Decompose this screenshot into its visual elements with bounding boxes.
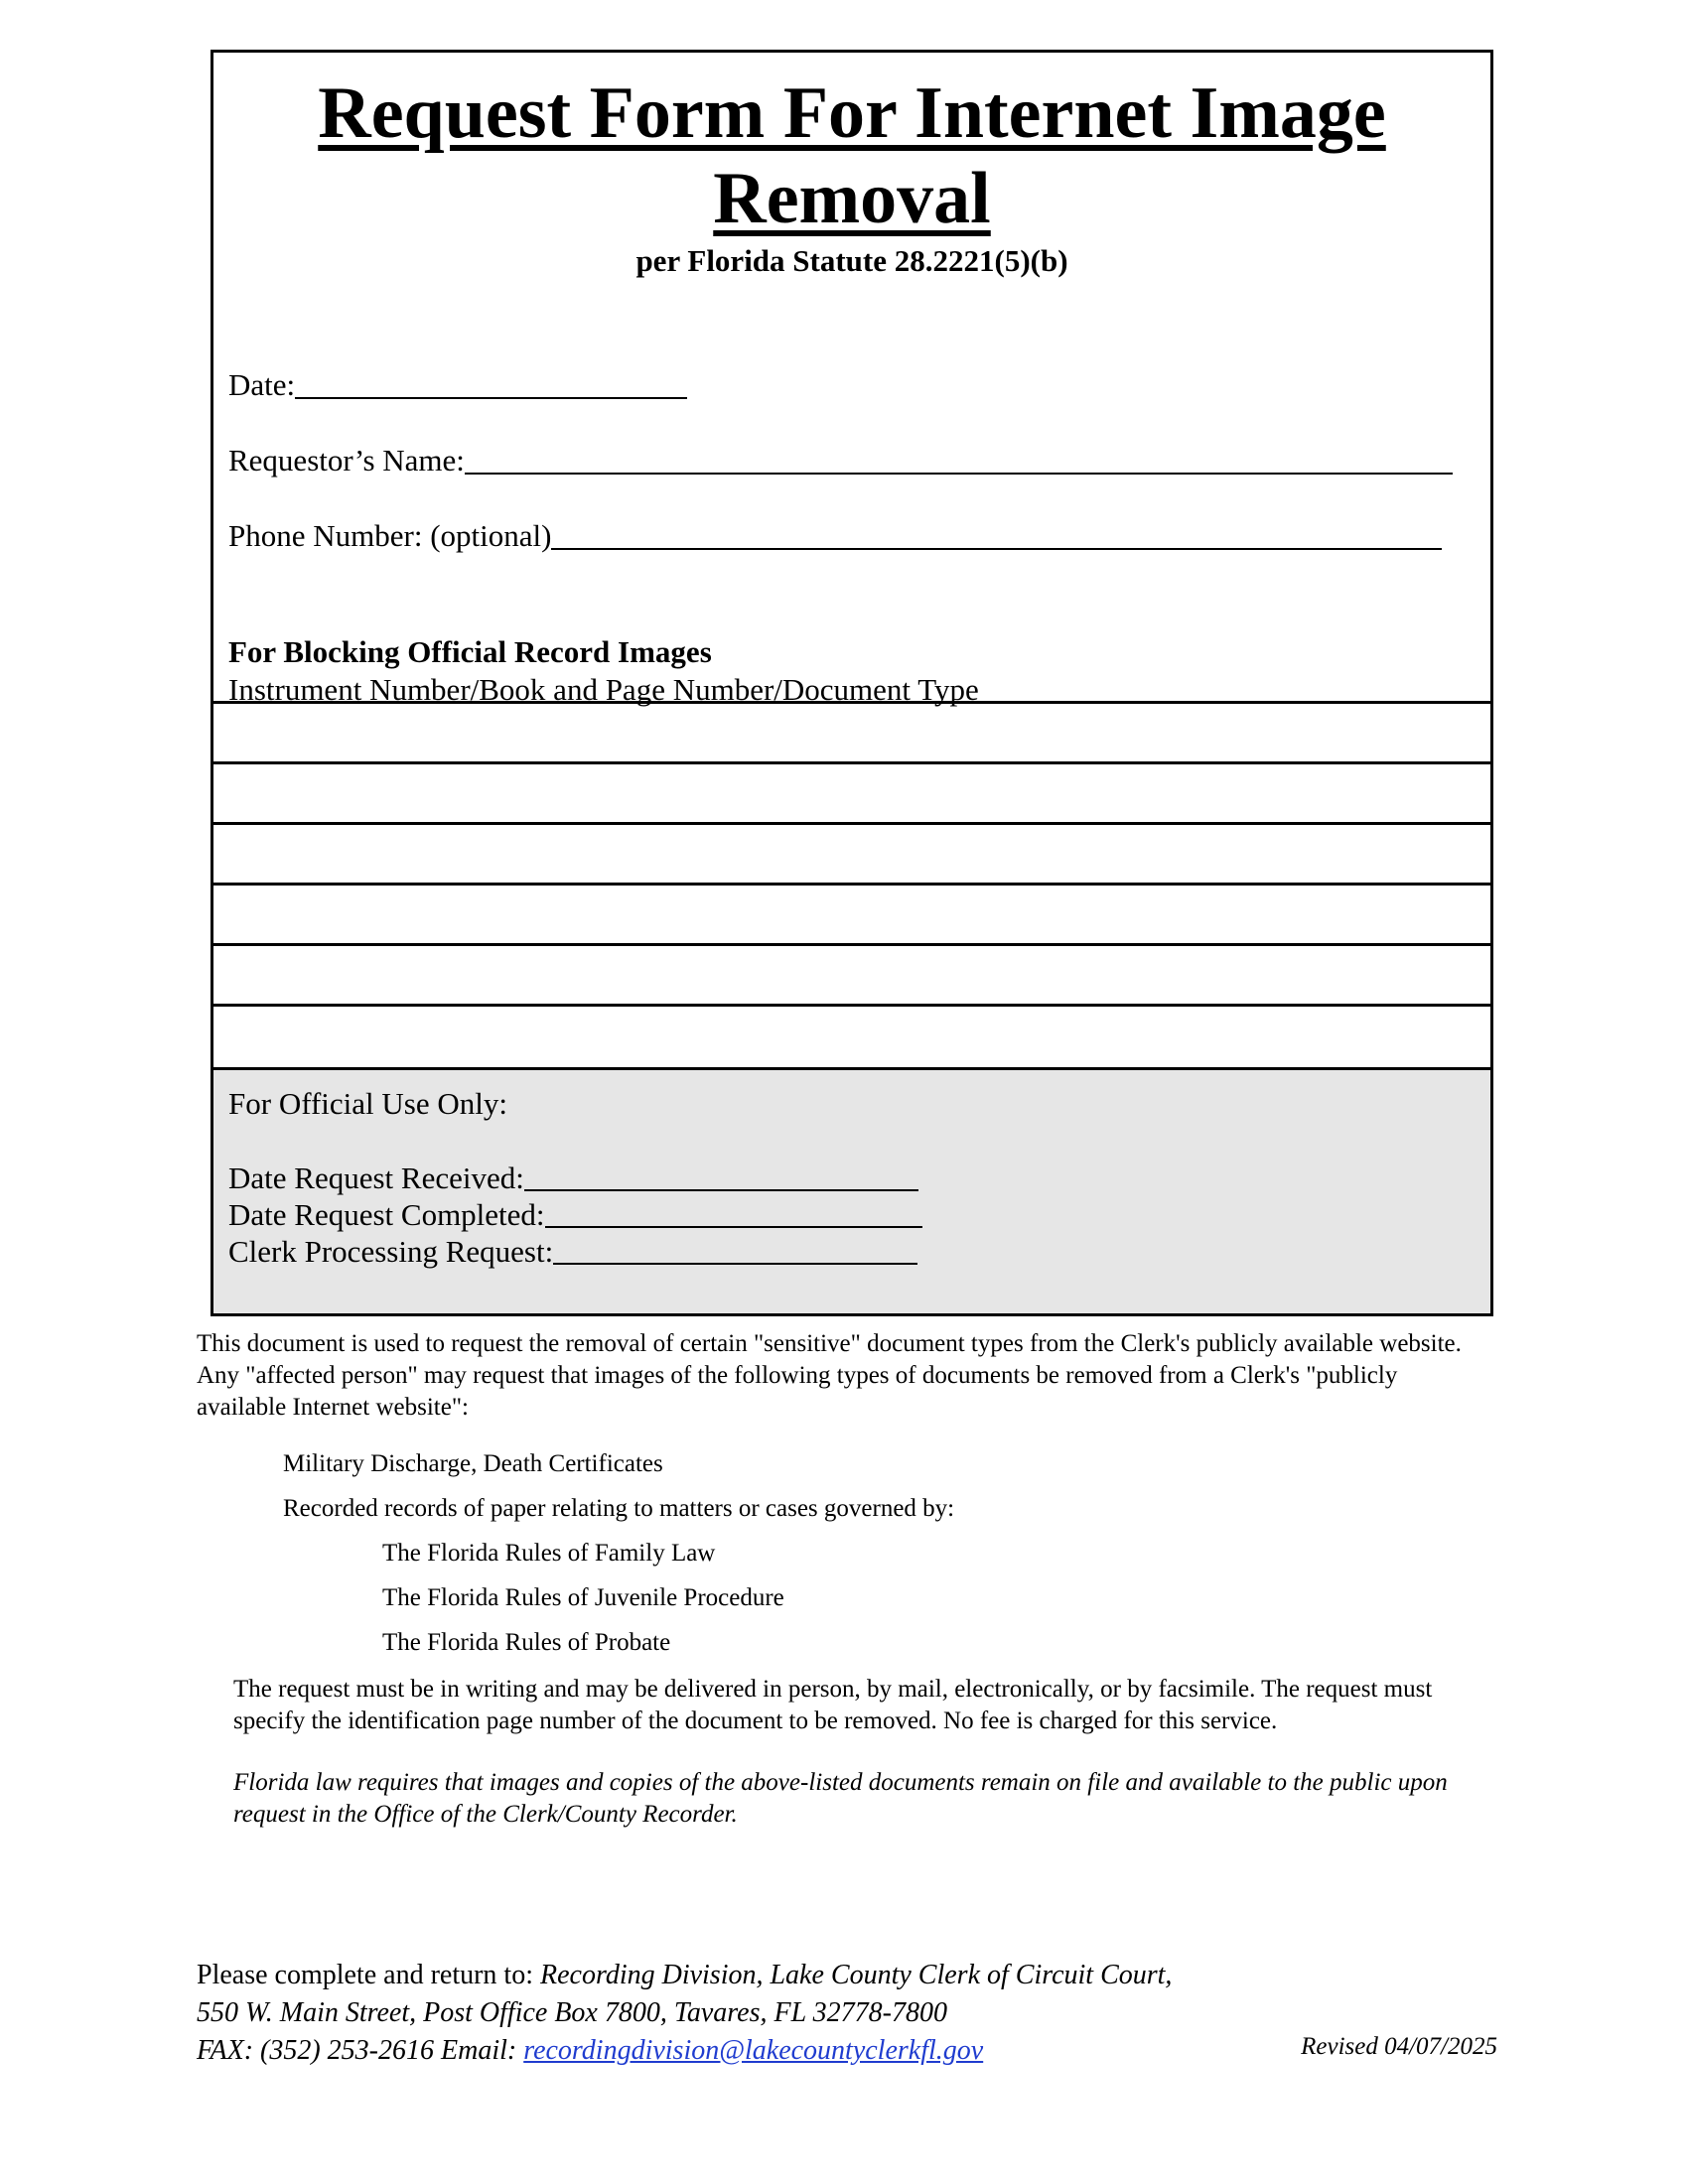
name-field-row — [228, 441, 1453, 480]
sub-item-probate: The Florida Rules of Probate — [382, 1629, 671, 1656]
record-entry-line-1[interactable] — [213, 701, 1490, 761]
phone-label: Phone Number: (optional) — [228, 518, 552, 553]
form-title-line-1: Request Form For Internet Image — [318, 72, 1386, 154]
record-entry-line-6[interactable] — [213, 1004, 1490, 1064]
official-use-title: For Official Use Only: — [228, 1086, 507, 1121]
footer-line-1 — [197, 1957, 1497, 1994]
florida-law-notice: Florida law requires that images and copies of the above-listed documents remain on file and available to the public upon request in the Office of the Clerk/County Recorder. — [233, 1769, 1448, 1828]
date-received-input-line[interactable] — [524, 1160, 918, 1191]
date-received-label: Date Request Received: — [228, 1160, 524, 1195]
record-entry-line-3[interactable] — [213, 822, 1490, 883]
record-entry-line-4[interactable] — [213, 883, 1490, 943]
form-title-line-2: Removal — [713, 158, 991, 239]
list-item-recorded-records: Recorded records of paper relating to matters or cases governed by: — [283, 1495, 955, 1522]
date-completed-row — [228, 1196, 922, 1234]
intro-paragraph: This document is used to request the removal of certain "sensitive" document types from the Clerk's publicly available website. Any "affected person" may request that images of the following types of documents be removed from a Clerk's "publicly available Internet website": — [197, 1330, 1462, 1421]
clerk-processing-label: Clerk Processing Request: — [228, 1234, 554, 1269]
clerk-processing-input-line[interactable] — [553, 1233, 917, 1265]
record-entry-line-5[interactable] — [213, 943, 1490, 1004]
record-entry-lines — [213, 701, 1490, 1064]
date-label: Date: — [228, 367, 296, 402]
email-link[interactable]: recordingdivision@lakecountyclerkfl.gov — [523, 2035, 984, 2066]
sub-item-family-law: The Florida Rules of Family Law — [382, 1540, 716, 1567]
requestor-name-input-line[interactable] — [465, 443, 1453, 475]
request-notice-paragraph: The request must be in writing and may be delivered in person, by mail, electronically, or by facsimile. The request must specify the identification page number of the document to be removed. No fee is charged for this service. — [233, 1676, 1433, 1734]
fax-email-label: FAX: (352) 253-2616 Email: — [197, 2035, 517, 2066]
list-item-military-death: Military Discharge, Death Certificates — [283, 1450, 663, 1477]
date-field-row — [228, 365, 687, 405]
request-form-box — [211, 50, 1493, 1316]
revised-date: Revised 04/07/2025 — [1301, 2033, 1497, 2060]
date-received-row — [228, 1160, 918, 1197]
date-input-line[interactable] — [295, 367, 687, 399]
record-entry-line-2[interactable] — [213, 761, 1490, 822]
footer-address: 550 W. Main Street, Post Office Box 7800, Tavares, FL 32778-7800 — [197, 1997, 947, 2028]
requestor-name-label: Requestor’s Name: — [228, 443, 465, 478]
blocking-section-subheading: Instrument Number/Book and Page Number/Document Type — [228, 672, 979, 707]
phone-field-row — [228, 516, 1442, 556]
official-use-section — [213, 1067, 1490, 1313]
date-completed-input-line[interactable] — [545, 1196, 922, 1228]
form-title — [213, 70, 1490, 241]
date-completed-label: Date Request Completed: — [228, 1197, 545, 1232]
clerk-processing-row — [228, 1233, 917, 1271]
sub-item-juvenile-procedure: The Florida Rules of Juvenile Procedure — [382, 1584, 784, 1611]
form-subtitle: per Florida Statute 28.2221(5)(b) — [635, 243, 1068, 278]
blocking-section-heading: For Blocking Official Record Images — [228, 634, 712, 669]
footer-return-info — [197, 1957, 1497, 2070]
phone-input-line[interactable] — [551, 518, 1442, 550]
return-label: Please complete and return to: — [197, 1960, 533, 1990]
recording-division-text: Recording Division, Lake County Clerk of Circuit Court, — [540, 1960, 1173, 1990]
